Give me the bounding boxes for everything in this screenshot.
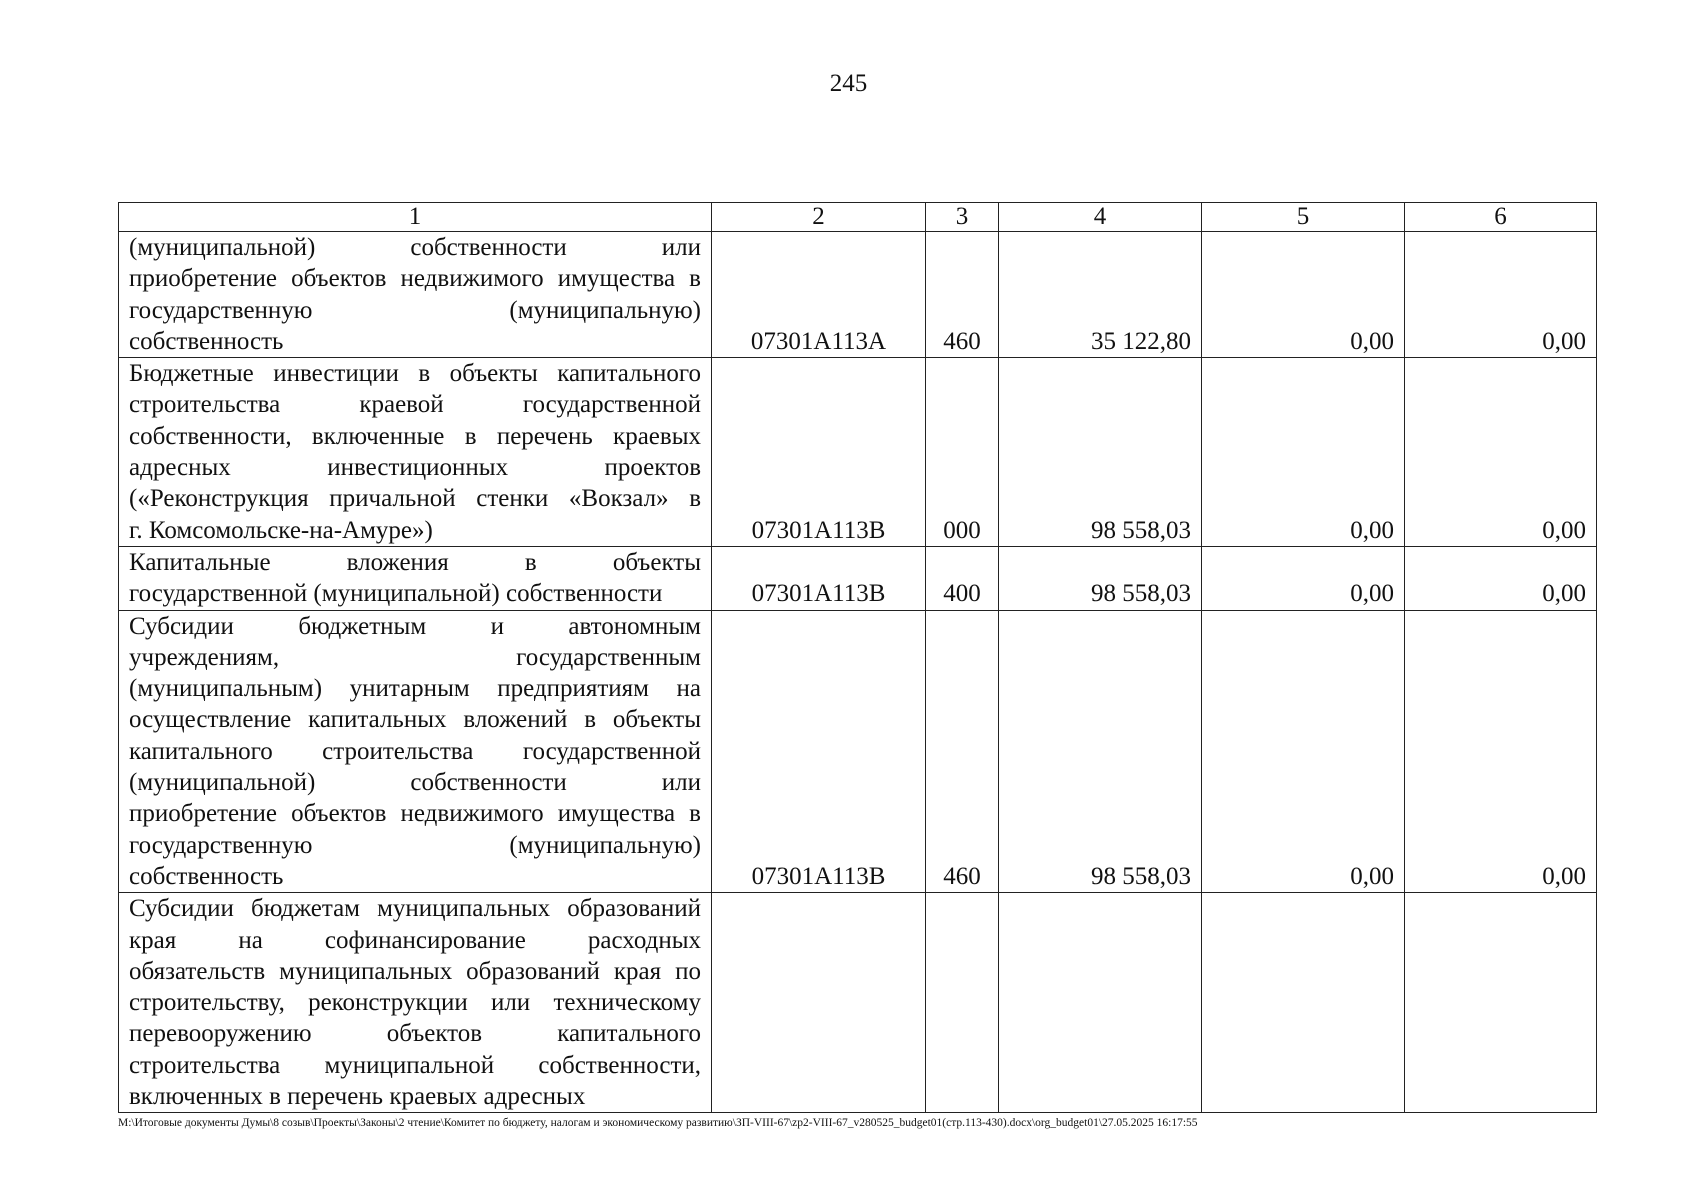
amount-column-5: 0,00 [1202,358,1405,547]
description-line: собственность [129,862,284,890]
description-line: г. Комсомольске-на-Амуре») [129,516,433,544]
description-line: Субсидии бюджетам муниципальных образований [129,895,701,923]
description-line: Бюджетные инвестиции в объекты капитального [129,360,701,388]
target-article-code [712,893,926,1113]
target-article-code: 07301A113B [712,546,926,610]
description-line: государственной (муниципальной) собственности [129,580,663,608]
amount-column-4: 98 558,03 [999,358,1202,547]
expense-type-code: 000 [926,358,999,547]
expense-type-code: 460 [926,610,999,893]
amount-column-4: 98 558,03 [999,610,1202,893]
budget-table [118,202,1597,1113]
description-line: обязательств муниципальных образований края по [129,957,701,985]
description-line: («Реконструкция причальной стенки «Вокзал» в [129,485,701,513]
target-article-code: 07301A113B [712,358,926,547]
amount-column-5: 0,00 [1202,610,1405,893]
description-line: государственную (муниципальную) [129,831,701,859]
amount-column-4: 98 558,03 [999,546,1202,610]
description-line: собственность [129,327,284,355]
table-row [119,546,1597,610]
description-line: приобретение объектов недвижимого имущества в [129,265,701,293]
description-line: собственности, включенные в перечень краевых [129,422,701,450]
column-header-6: 6 [1405,203,1597,232]
description-line: приобретение объектов недвижимого имущества в [129,800,701,828]
column-header-1: 1 [119,203,712,232]
description-line: государственную (муниципальную) [129,296,701,324]
expense-type-code [926,893,999,1113]
description-line: (муниципальным) унитарным предприятиям на [129,675,701,703]
description-line: включенных в перечень краевых адресных [129,1083,586,1111]
amount-column-6 [1405,893,1597,1113]
table-row [119,610,1597,893]
description-line: Субсидии бюджетным и автономным [129,612,701,640]
amount-column-6: 0,00 [1405,358,1597,547]
amount-column-4: 35 122,80 [999,232,1202,358]
description-line: (муниципальной) собственности или [129,769,701,797]
amount-column-5: 0,00 [1202,232,1405,358]
amount-column-6: 0,00 [1405,546,1597,610]
table-body [119,203,1597,1113]
amount-column-5: 0,00 [1202,546,1405,610]
column-header-5: 5 [1202,203,1405,232]
description-line: (муниципальной) собственности или [129,234,701,261]
description-line: перевооружению объектов капитального [129,1020,701,1048]
description-line: Капитальные вложения в объекты [129,548,701,576]
column-header-4: 4 [999,203,1202,232]
column-header-2: 2 [712,203,926,232]
description-line: осуществление капитальных вложений в объекты [129,706,701,734]
row-description [119,358,712,547]
page-number: 245 [829,70,868,97]
target-article-code: 07301A113A [712,232,926,358]
table-row [119,893,1597,1113]
table-row [119,232,1597,358]
table-header-row [119,203,1597,232]
amount-column-6: 0,00 [1405,232,1597,358]
target-article-code: 07301A113B [712,610,926,893]
row-description [119,546,712,610]
row-description [119,232,712,358]
description-line: учреждениям, государственным [129,643,701,671]
amount-column-4 [999,893,1202,1113]
description-line: строительства муниципальной собственности, [129,1051,701,1079]
description-line: строительству, реконструкции или техническому [129,989,701,1017]
description-line: края на софинансирование расходных [129,926,701,954]
row-description [119,893,712,1113]
amount-column-6: 0,00 [1405,610,1597,893]
expense-type-code: 460 [926,232,999,358]
description-line: капитального строительства государственной [129,737,701,765]
table-row [119,358,1597,547]
row-description [119,610,712,893]
description-line: адресных инвестиционных проектов [129,454,701,482]
amount-column-5 [1202,893,1405,1113]
description-line: строительства краевой государственной [129,391,701,419]
expense-type-code: 400 [926,546,999,610]
file-path-footer: M:\Итоговые документы Думы\8 созыв\Проекты\Законы\2 чтение\Комитет по бюджету, налогам и экономическому развитию\ЗП-VIII-67\zp2-VIII-67_v280525_budget01(стр.113-430).docx\org_budget01\27.05.2025 16:17:55 [118,1117,1198,1129]
column-header-3: 3 [926,203,999,232]
